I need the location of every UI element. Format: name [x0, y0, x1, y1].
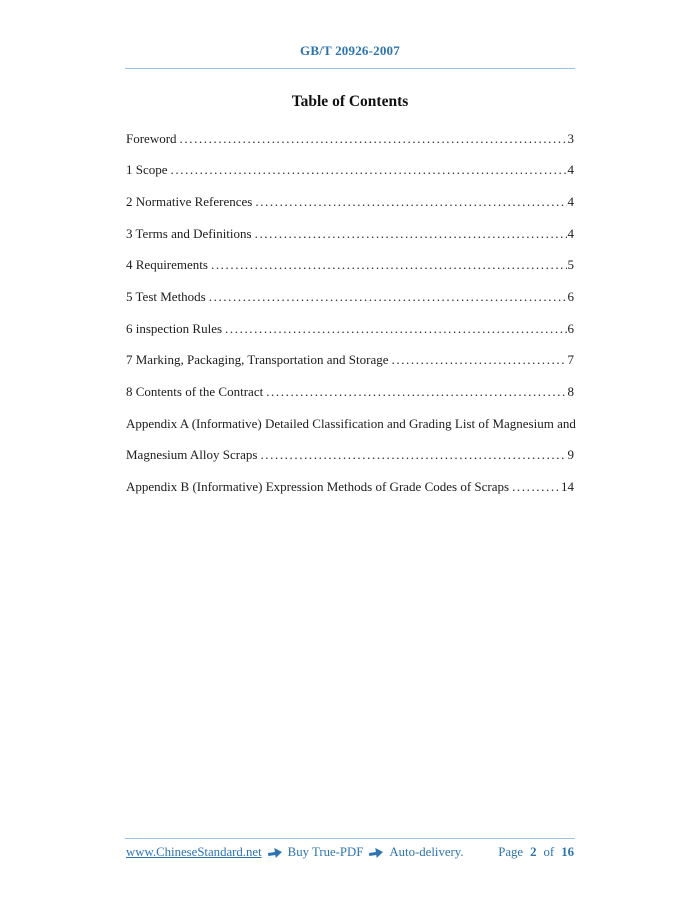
right-arrow-icon — [267, 846, 283, 860]
footer-promo — [126, 845, 464, 860]
dot-leader — [266, 384, 566, 400]
toc-page-number: 4 — [567, 194, 574, 210]
dot-leader — [255, 194, 566, 210]
toc-entry-test-methods[interactable] — [126, 281, 574, 313]
toc-page-number: 14 — [561, 478, 574, 494]
page-total: 16 — [561, 845, 574, 859]
toc-entry-label-line2: Magnesium Alloy Scraps — [126, 447, 258, 463]
toc-entry-contract-contents[interactable] — [126, 376, 574, 408]
toc-page-number: 7 — [567, 352, 574, 368]
toc-entry-label: 1 Scope — [126, 162, 168, 178]
auto-delivery-text: Auto-delivery. — [389, 845, 464, 859]
toc-page-number: 9 — [567, 447, 574, 463]
website-link[interactable]: www.ChineseStandard.net — [126, 845, 262, 859]
table-of-contents — [126, 123, 574, 503]
page-title: Table of Contents — [291, 93, 409, 110]
footer-divider — [125, 838, 575, 839]
dot-leader — [392, 352, 567, 368]
toc-page-number: 4 — [567, 162, 574, 178]
toc-page-number: 8 — [567, 383, 574, 399]
toc-entry-label: 7 Marking, Packaging, Transportation and Storage — [126, 352, 389, 368]
toc-entry-label: 5 Test Methods — [126, 289, 206, 305]
toc-entry-scope[interactable] — [126, 155, 574, 187]
page-label: Page — [498, 845, 524, 859]
header-divider — [125, 68, 575, 69]
page-current: 2 — [530, 845, 537, 859]
right-arrow-icon — [369, 846, 385, 860]
toc-entry-foreword[interactable] — [126, 123, 574, 155]
toc-entry-label: 3 Terms and Definitions — [126, 225, 252, 241]
toc-page-number: 5 — [567, 257, 574, 273]
toc-entry-normative-references[interactable] — [126, 186, 574, 218]
document-code: GB/T 20926-2007 — [300, 43, 400, 58]
toc-page-number: 6 — [567, 320, 574, 336]
toc-page-number: 4 — [567, 225, 574, 241]
toc-entry-appendix-a[interactable] — [126, 408, 574, 471]
dot-leader — [209, 289, 567, 305]
toc-page-number: 3 — [567, 130, 574, 146]
toc-entry-marking-packaging[interactable] — [126, 344, 574, 376]
page-footer — [126, 845, 574, 860]
toc-entry-label: Appendix B (Informative) Expression Methods of Grade Codes of Scraps — [126, 478, 510, 494]
dot-leader — [225, 321, 566, 337]
buy-pdf-text: Buy True-PDF — [287, 845, 364, 859]
page-of-label: of — [543, 845, 555, 859]
toc-entry-requirements[interactable] — [126, 250, 574, 282]
toc-page-number: 6 — [567, 289, 574, 305]
dot-leader — [171, 162, 567, 178]
toc-entry-appendix-b[interactable] — [126, 471, 574, 503]
toc-entry-label: 8 Contents of the Contract — [126, 383, 264, 399]
toc-entry-label: 4 Requirements — [126, 257, 208, 273]
dot-leader — [255, 226, 567, 242]
toc-entry-terms-definitions[interactable] — [126, 218, 574, 250]
toc-entry-label: 2 Normative References — [126, 194, 253, 210]
toc-entry-label-line1: Appendix A (Informative) Detailed Classification and Grading List of Magnesium and — [126, 415, 576, 431]
dot-leader — [260, 447, 566, 463]
dot-leader — [512, 479, 560, 495]
toc-entry-label: 6 inspection Rules — [126, 320, 223, 336]
toc-entry-inspection-rules[interactable] — [126, 313, 574, 345]
page-indicator — [498, 845, 574, 860]
dot-leader — [211, 257, 567, 273]
dot-leader — [180, 131, 567, 147]
toc-entry-label: Foreword — [126, 130, 177, 146]
